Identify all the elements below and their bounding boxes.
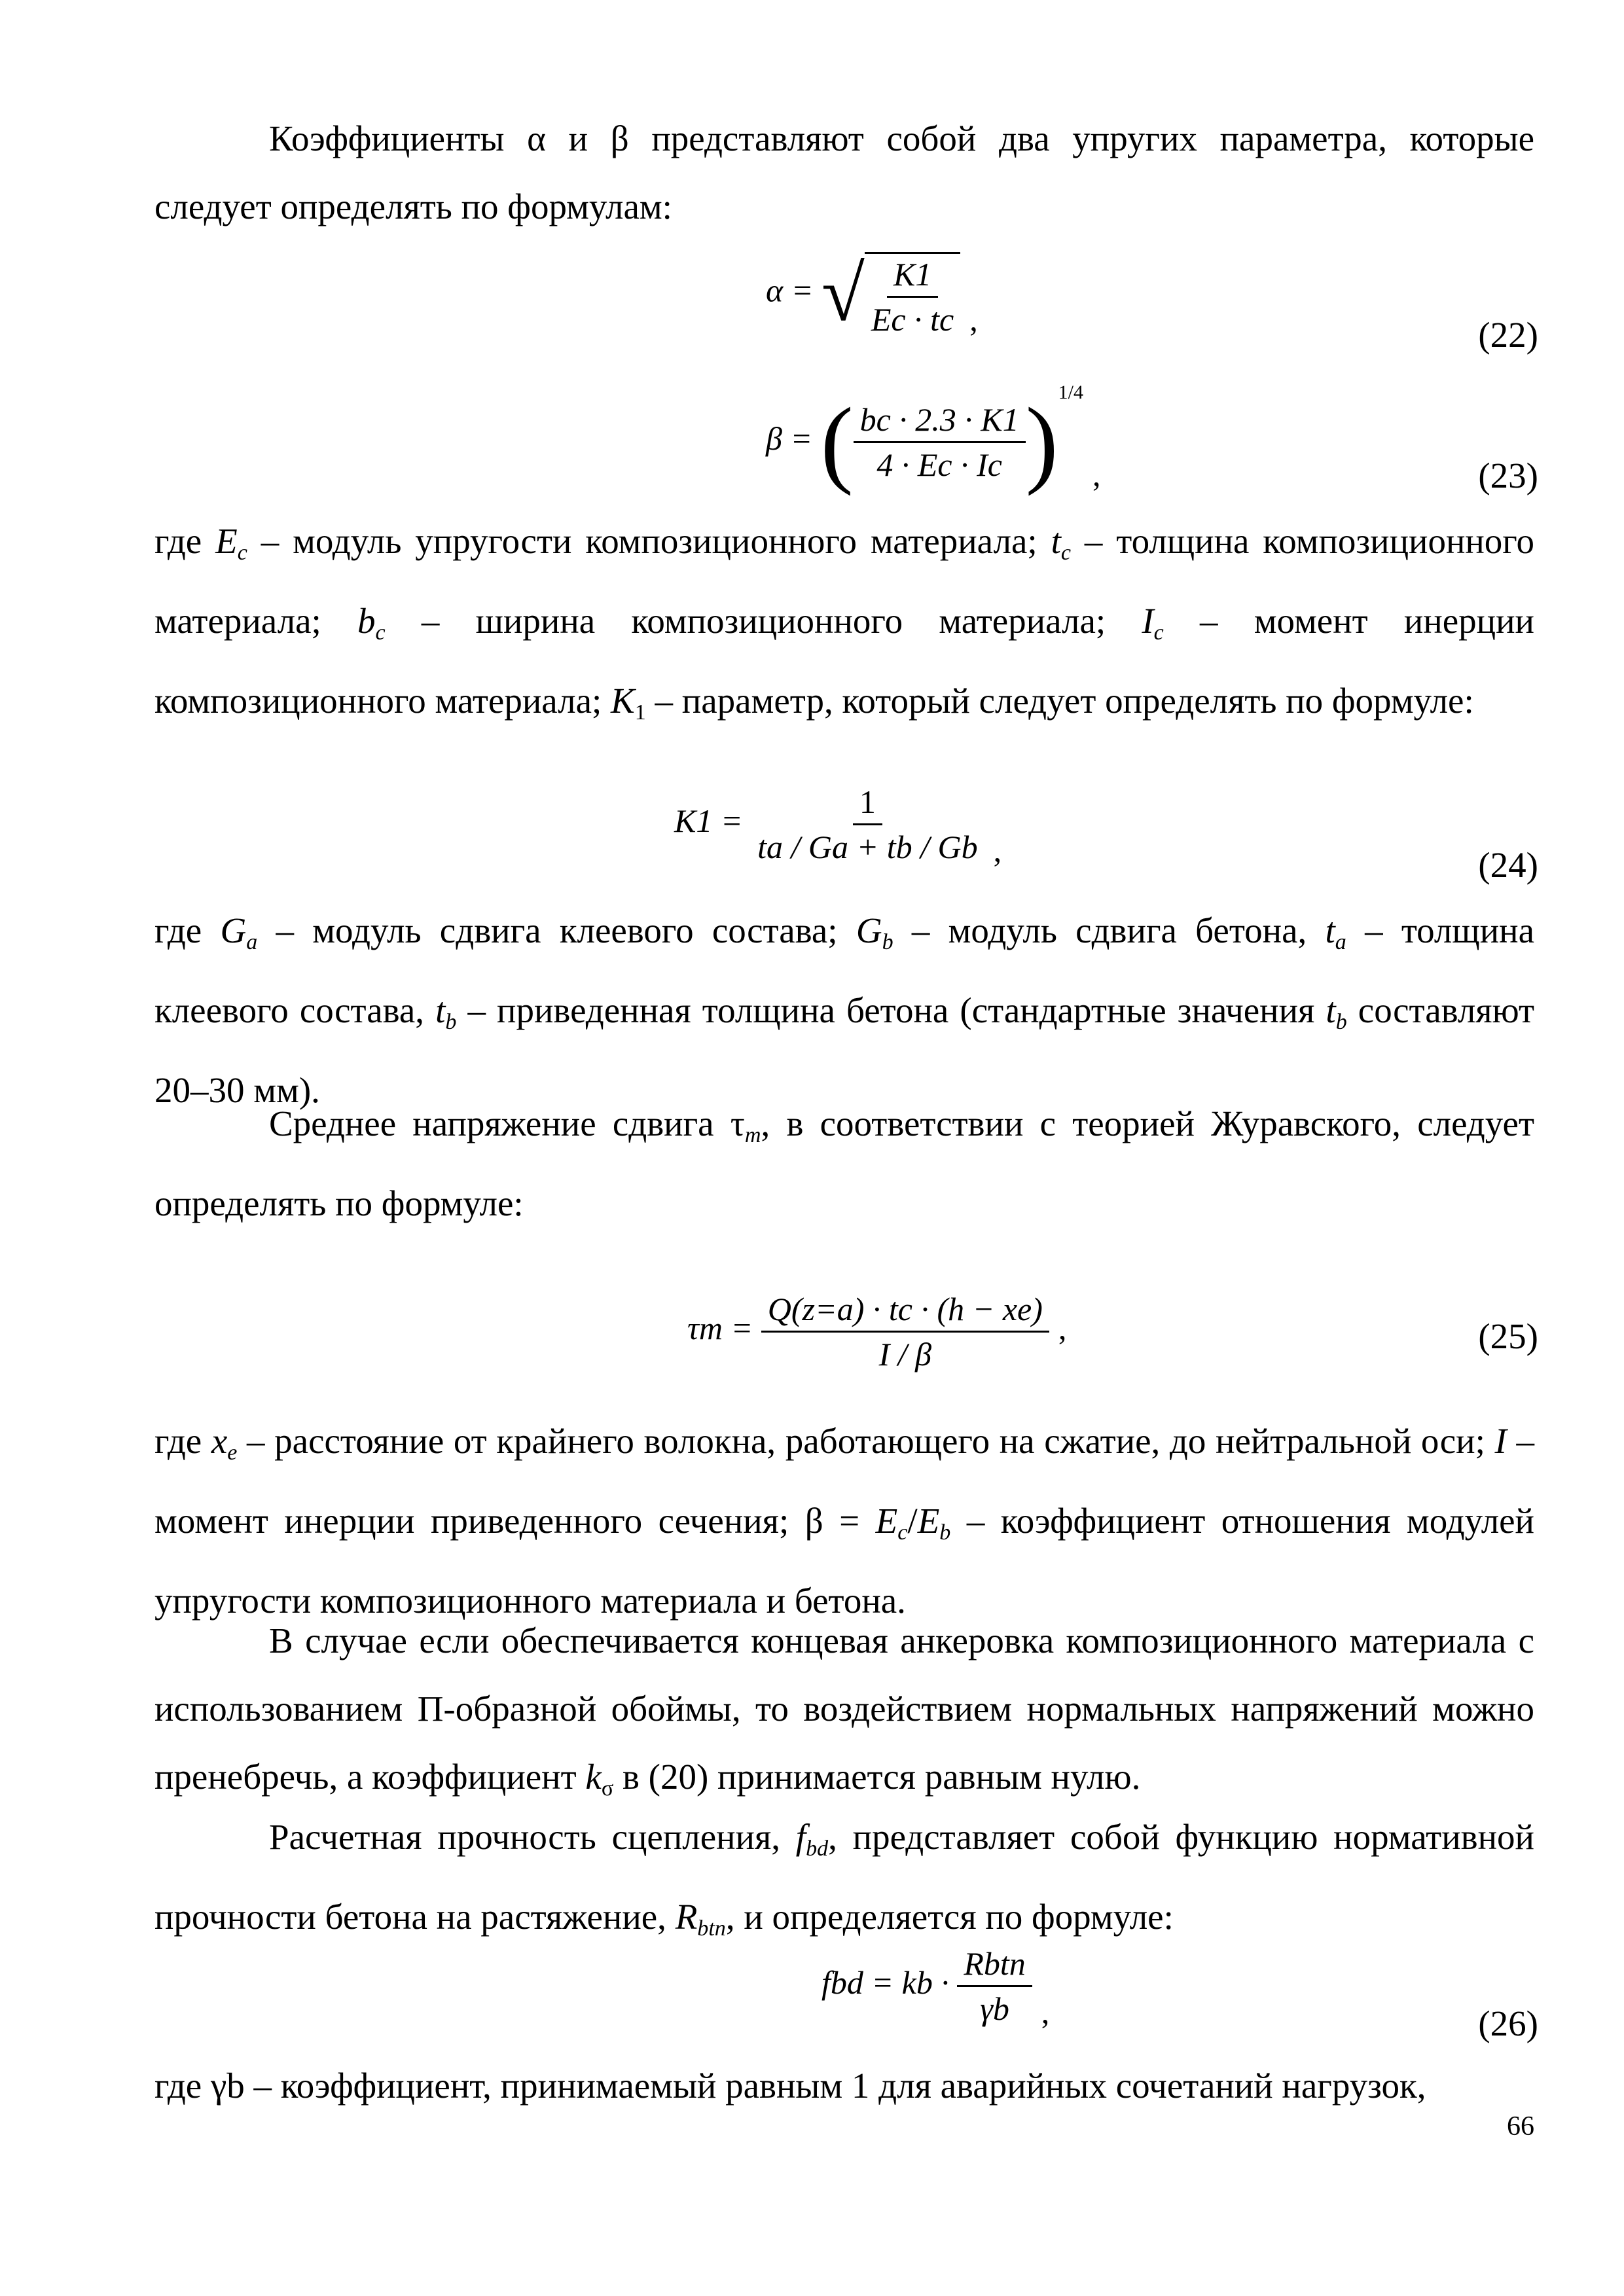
equation-number-25: (25) bbox=[1478, 1316, 1538, 1356]
formula-24: K1 = $\frac{1}{ta / Ga + tb / Gb}$ , bbox=[674, 783, 1002, 869]
paragraph-shear-stress: Среднее напряжение сдвига $\tau_m$, в соответствии с теорией Журавского, следует определять по формуле: bbox=[154, 1103, 1534, 1224]
paragraph-anchorage: В случае если обеспечивается концевая анкеровка композиционного материала с использованием П-образной обоймы, то воздействием нормальных напряжений можно пренебречь, а коэффициент $k_\sigma$ в (20) принимается равным нулю. bbox=[154, 1621, 1534, 1801]
formula-25: τm = $\frac{Q(z=a) \cdot tc \cdot (h - xe)}{I / \beta}$ , bbox=[687, 1291, 1067, 1372]
paragraph-definitions-1: где $E_c$ – модуль упругости композиционного материала; $t_c$ – толщина композиционного материала; $b_c$ – ширина композиционного материала; $I_c$ – момент инерции композиционного материала; $K_1$ – параметр, который следует определять по формуле: bbox=[154, 521, 1534, 725]
formula-22: α = √ $\frac{K1}{Ec \cdot tc}$ , bbox=[766, 250, 978, 338]
fraction-26: $\frac{\text{Rbtn}}{\gamma b}$ bbox=[957, 1947, 1032, 2025]
paragraph-intro: Коэффициенты α и β представляют собой два упругих параметра, которые следует определять по формулам: bbox=[154, 118, 1534, 226]
fraction-23: $\frac{bc \cdot 2.3 \cdot K1}{4 \cdot Ec \cdot Ic}$ bbox=[854, 403, 1026, 481]
fraction-24: $\frac{1}{ta / Ga + tb / Gb}$ bbox=[757, 783, 978, 865]
equation-number-22: (22) bbox=[1478, 315, 1538, 355]
formula-26: fbd = kb · $\frac{\text{Rbtn}}{\gamma b}$ , bbox=[821, 1945, 1050, 2030]
paragraph-definitions-3: где $x_e$ – расстояние от крайнего волокна, работающего на сжатие, до нейтральной оси; I – момент инерции приведенного сечения; $\beta = E_c/E_b$ – коэффициент отношения модулей упругости композиционного материала и бетона. bbox=[154, 1421, 1534, 1621]
equation-number-26: (26) bbox=[1478, 2003, 1538, 2043]
fraction-22: $\frac{K1}{Ec \cdot tc}$ bbox=[865, 252, 960, 336]
paragraph-gamma: где γb – коэффициент, принимаемый равным 1 для аварийных сочетаний нагрузок, bbox=[154, 2066, 1426, 2106]
fraction-25: $\frac{Q(z=a) \cdot tc \cdot (h - xe)}{I / \beta}$ bbox=[761, 1293, 1049, 1371]
page-number: 66 bbox=[1507, 2111, 1534, 2142]
paragraph-bond-strength: Расчетная прочность сцепления, $f_{bd}$, представляет собой функцию нормативной прочности бетона на растяжение, $R_{btn}$, и определяется по формуле: bbox=[154, 1817, 1534, 1941]
equation-number-23: (23) bbox=[1478, 456, 1538, 495]
paragraph-definitions-2: где $G_a$ – модуль сдвига клеевого состава; $G_b$ – модуль сдвига бетона, $t_a$ – толщина клеевого состава, $t_b$ – приведенная толщина бетона (стандартные значения $t_b$ составляют 20–30 мм). bbox=[154, 910, 1534, 1111]
sqrt-icon: √ bbox=[821, 250, 865, 337]
equation-number-24: (24) bbox=[1478, 845, 1538, 885]
formula-23: β = ( $\frac{bc \cdot 2.3 \cdot K1}{4 \cdot Ec \cdot Ic}$ )$^{1/4}$, bbox=[766, 382, 1101, 497]
